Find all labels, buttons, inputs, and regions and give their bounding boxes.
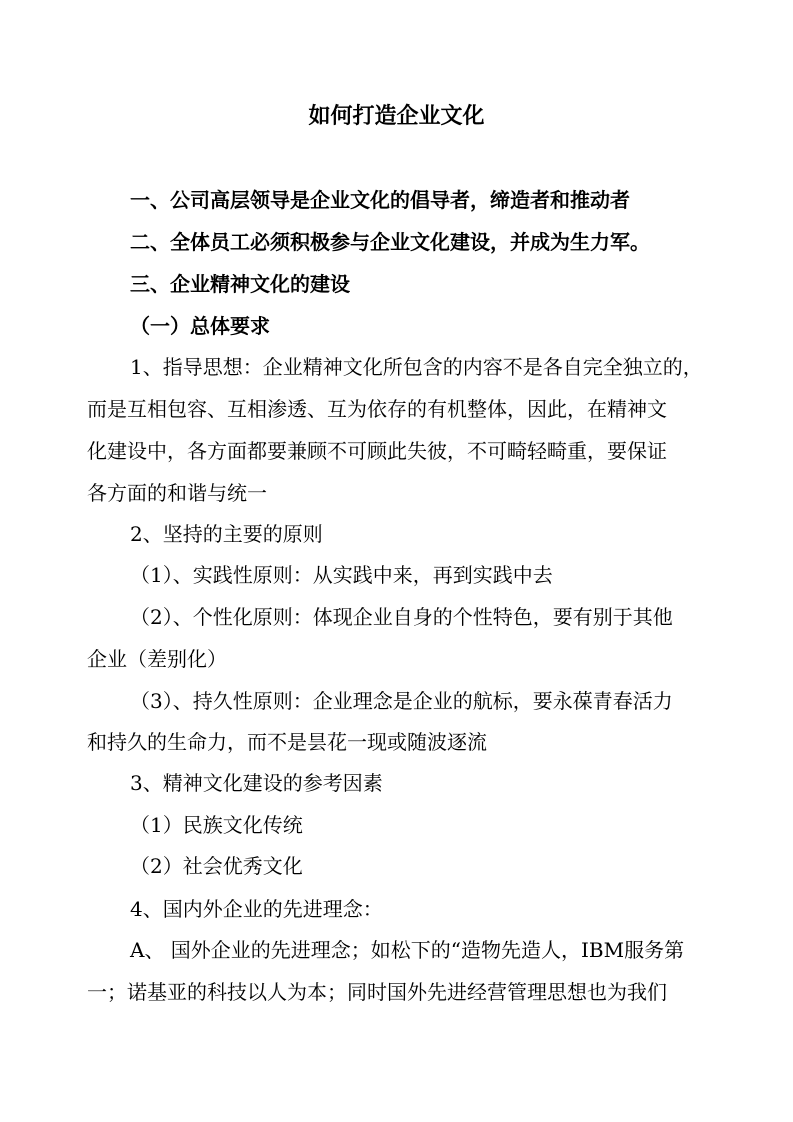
paragraph-line: 2、坚持的主要的原则 (130, 522, 323, 546)
subheading-overall-requirements: （一）总体要求 (130, 314, 270, 338)
paragraph-line: （2）、个性化原则：体现企业自身的个性特色，要有别于其他 (130, 605, 673, 629)
paragraph-line: 各方面的和谐与统一 (87, 481, 267, 505)
paragraph-line: 4、国内外企业的先进理念： (130, 897, 383, 921)
paragraph-line: A、 国外企业的先进理念；如松下的“造物先造人，IBM服务第 (130, 938, 685, 962)
paragraph-line: （2）社会优秀文化 (130, 854, 303, 878)
paragraph-line: 和持久的生命力，而不是昙花一现或随波逐流 (87, 730, 487, 754)
paragraph-line: （1）民族文化传统 (130, 813, 303, 837)
document-title: 如何打造企业文化 (308, 103, 485, 129)
heading-3: 三、企业精神文化的建设 (130, 272, 350, 296)
heading-2: 二、全体员工必须积极参与企业文化建设，并成为生力军。 (130, 230, 650, 254)
paragraph-line: 一；诺基亚的科技以人为本；同时国外先进经营管理思想也为我们 (87, 980, 667, 1004)
heading-1: 一、公司高层领导是企业文化的倡导者，缔造者和推动者 (130, 188, 630, 212)
paragraph-line: 企业（差别化） (87, 647, 227, 671)
paragraph-line: （1）、实践性原则：从实践中来，再到实践中去 (130, 563, 553, 587)
paragraph-line: 1、指导思想：企业精神文化所包含的内容不是各自完全独立的， (130, 355, 703, 379)
paragraph-line: 3、精神文化建设的参考因素 (130, 771, 383, 795)
paragraph-line: 化建设中，各方面都要兼顾不可顾此失彼，不可畸轻畸重，要保证 (87, 439, 667, 463)
paragraph-line: （3）、持久性原则：企业理念是企业的航标，要永葆青春活力 (130, 689, 673, 713)
paragraph-line: 而是互相包容、互相渗透、互为依存的有机整体，因此，在精神文 (87, 397, 667, 421)
